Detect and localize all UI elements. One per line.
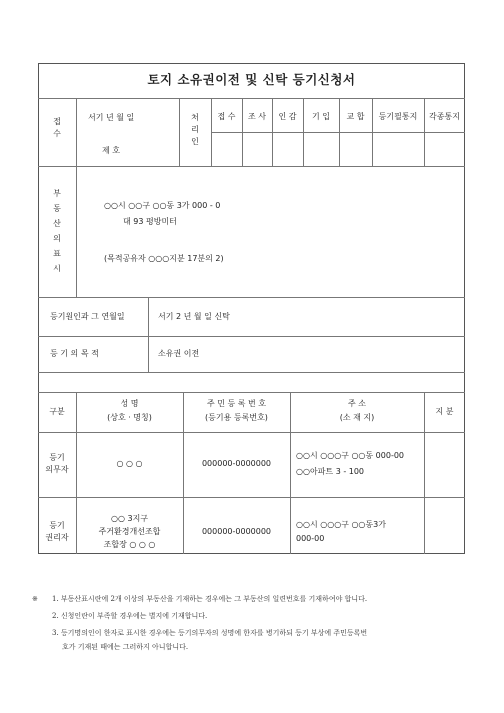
property-share: (목적공유자 ○○○지분 17분의 2) [104, 254, 224, 263]
party-id-header: 주 민 등 록 번 호 [206, 399, 267, 408]
grid-line [211, 98, 212, 166]
reception-date: 서기 년 월 일 [88, 113, 135, 122]
grid-line [38, 432, 465, 433]
holder-address: ○○시 ○○○구 ○○동3가 [296, 520, 386, 529]
party-id-subheader: (등기용 등록번호) [205, 413, 268, 422]
grid-line [38, 297, 465, 298]
grid-line [38, 392, 465, 393]
grid-line [38, 336, 465, 337]
cause-label: 등기원인과 그 연월일 [50, 312, 125, 321]
application-form [38, 63, 465, 554]
party-name-subheader: (상호 · 명칭) [107, 413, 152, 422]
reception-number: 제 호 [102, 146, 120, 155]
stamp-column-other-notice: 각종통지 [429, 112, 460, 121]
holder-name-association: 주거환경개선조합 [98, 527, 161, 536]
party-category-header: 구분 [49, 407, 65, 416]
note-item: 2. 신청인란이 부족할 경우에는 별지에 기재합니다. [52, 612, 208, 620]
holder-category-role: 권리자 [45, 533, 69, 542]
property-address: ○○시 ○○구 ○○동 3가 000 - 0 [104, 201, 221, 210]
grid-line [272, 98, 273, 166]
cause-value: 서기 2 년 월 일 신탁 [158, 312, 230, 321]
obligor-id: 000000-0000000 [201, 459, 272, 468]
holder-category: 등기 [49, 521, 65, 530]
grid-line [148, 297, 149, 372]
stamp-column-collation: 교 합 [346, 112, 365, 121]
grid-line [372, 98, 373, 166]
note-item: 호가 기재된 때에는 그러하지 아니합니다. [62, 643, 189, 651]
grid-line [211, 132, 465, 133]
property-land: 대 93 평방미터 [123, 217, 177, 226]
obligor-category-role: 의무자 [45, 465, 69, 474]
party-address-subheader: (소 재 지) [339, 413, 375, 422]
grid-line [38, 166, 465, 167]
grid-line [38, 98, 465, 99]
grid-line [38, 497, 465, 498]
grid-line [179, 98, 180, 166]
note-item: 3. 등기명의인이 한자로 표시한 경우에는 등기의무자의 성명에 한자를 병기하되 등기 부상에 주민등록번 [52, 629, 368, 637]
stamp-column-seal: 인 감 [278, 112, 297, 121]
grid-line [242, 98, 243, 166]
obligor-name: ○ ○ ○ [116, 459, 143, 468]
note-item: 1. 부동산표시란에 2개 이상의 부동산을 기재하는 경우에는 그 부동산의 일련번호를 기재하여야 합니다. [52, 595, 368, 603]
grid-line [38, 372, 465, 373]
reception-label: 접수 [53, 117, 61, 138]
obligor-address: ○○시 ○○○구 ○○동 000-00 [296, 451, 405, 460]
stamp-column-entry: 기 입 [312, 112, 330, 121]
party-address-header: 주 소 [348, 399, 366, 408]
party-name-header: 성 명 [120, 399, 139, 408]
holder-address-detail: 000-00 [296, 534, 325, 543]
stamp-column-completion-notice: 등기필통지 [378, 112, 418, 121]
grid-line [76, 98, 77, 166]
property-label: 부동산의표시 [53, 189, 61, 273]
stamp-column-reception: 접 수 [217, 112, 236, 121]
purpose-value: 소유권 이전 [158, 349, 200, 358]
party-share-header: 지 분 [435, 407, 454, 416]
form-title: 토지 소유권이전 및 신탁 등기신청서 [147, 72, 356, 87]
obligor-category: 등기 [49, 453, 65, 462]
grid-line [424, 98, 425, 166]
obligor-address-detail: ○○아파트 3 - 100 [296, 467, 365, 476]
processing-label: 처리인 [191, 113, 199, 146]
purpose-label: 등 기 의 목 적 [50, 349, 99, 358]
stamp-column-inspection: 조 사 [248, 112, 266, 121]
holder-name: ○○ 3지구 [110, 514, 149, 523]
notes-mark: ※ [32, 595, 38, 603]
grid-line [76, 166, 77, 297]
holder-id: 000000-0000000 [201, 527, 272, 536]
holder-name-representative: 조합장 ○ ○ ○ [103, 540, 156, 549]
grid-line [303, 98, 304, 166]
grid-line [339, 98, 340, 166]
